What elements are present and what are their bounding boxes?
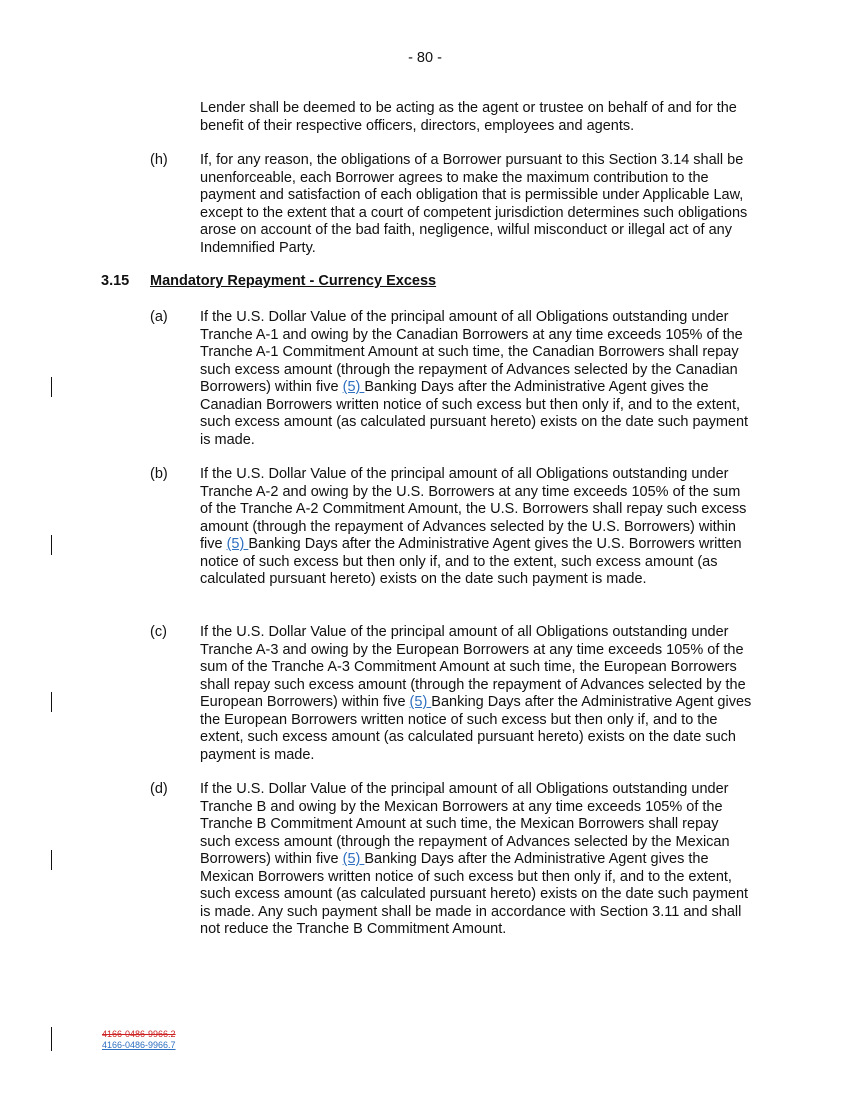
paragraph-b	[150, 466, 752, 589]
paragraph-a-text	[200, 309, 760, 449]
change-bar-d	[51, 850, 52, 870]
page-number: - 80 -	[408, 50, 442, 66]
paragraph-a	[150, 309, 760, 449]
intro-paragraph	[200, 100, 755, 135]
paragraph-c-text-after: Banking Days after the Administrative Agent gives the European Borrowers written notice of such excess but then only if, and to the extent, such excess amount (as calculated pursuant hereto) exists on the date such payment is made.	[200, 694, 752, 763]
paragraph-a-text-after: Banking Days after the Administrative Agent gives the Canadian Borrowers written notice of such excess but then only if, and to the extent, such excess amount (as calculated pursuant hereto) exists on the date such payment is made.	[200, 379, 749, 448]
paragraph-d-text	[200, 781, 752, 939]
change-bar-c	[51, 692, 52, 712]
paragraph-h-label: (h)	[150, 152, 168, 168]
paragraph-b-text-before: If the U.S. Dollar Value of the principal amount of all Obligations outstanding under Tranche A-2 and owing by the U.S. Borrowers at any time exceeds 105% of the sum of the Tranche A-2 Commitment Amount, the U.S. Borrowers shall repay such excess amount (through the repayment of Advances selected by the U.S. Borrowers) within five	[200, 466, 747, 552]
paragraph-d-label: (d)	[150, 781, 168, 797]
paragraph-c-label: (c)	[150, 624, 167, 640]
document-id-footer	[102, 1029, 176, 1051]
paragraph-b-text	[200, 466, 752, 589]
paragraph-h-text: If, for any reason, the obligations of a Borrower pursuant to this Section 3.14 shall be unenforceable, each Borrower agrees to make the maximum contribution to the payment and satisfaction of each obligation that is permissible under Applicable Law, except to the extent that a court of competent jurisdiction determines such obligations arose on account of the bad faith, negligence, wilful misconduct or illegal act of any Indemnified Party.	[200, 152, 748, 256]
section-number: 3.15	[101, 273, 130, 289]
paragraph-c	[150, 624, 752, 764]
change-bar-footer	[51, 1027, 52, 1051]
paragraph-a-label: (a)	[150, 309, 168, 325]
paragraph-c-text-before: If the U.S. Dollar Value of the principal amount of all Obligations outstanding under Tranche A-3 and owing by the European Borrowers at any time exceeds 105% of the sum of the Tranche A-3 Commitment Amount at such time, the European Borrowers shall repay such excess amount (through the repayment of Advances selected by the European Borrowers) within five	[200, 624, 746, 710]
section-heading	[101, 273, 436, 289]
section-title: Mandatory Repayment - Currency Excess	[150, 273, 437, 289]
paragraph-b-text-after: Banking Days after the Administrative Agent gives the U.S. Borrowers written notice of such excess but then only if, and to the extent, such excess amount (as calculated pursuant hereto) exists on the date such payment is made.	[200, 536, 742, 587]
paragraph-d-text-before: If the U.S. Dollar Value of the principal amount of all Obligations outstanding under Tranche B and owing by the Mexican Borrowers at any time exceeds 105% of the Tranche B Commitment Amount at such time, the Mexican Borrowers shall repay such excess amount (through the repayment of Advances selected by the Mexican Borrowers) within five	[200, 781, 730, 867]
change-bar-b	[51, 535, 52, 555]
paragraph-c-inserted: (5)	[409, 694, 432, 710]
paragraph-d	[150, 781, 752, 939]
paragraph-c-text	[200, 624, 752, 764]
paragraph-d-inserted: (5)	[342, 851, 365, 867]
paragraph-a-text-before: If the U.S. Dollar Value of the principal amount of all Obligations outstanding under Tranche A-1 and owing by the Canadian Borrowers at any time exceeds 105% of the Tranche A-1 Commitment Amount at such time, the Canadian Borrowers shall repay such excess amount (through the repayment of Advances selected by the Canadian Borrowers) within five	[200, 309, 743, 395]
change-bar-a	[51, 377, 52, 397]
paragraph-b-label: (b)	[150, 466, 168, 482]
document-id-inserted: 4166-0486-9966.7	[102, 1040, 176, 1050]
intro-paragraph-text: Lender shall be deemed to be acting as the agent or trustee on behalf of and for the benefit of their respective officers, directors, employees and agents.	[200, 100, 737, 134]
paragraph-a-inserted: (5)	[342, 379, 365, 395]
paragraph-h	[150, 152, 755, 257]
paragraph-b-inserted: (5)	[226, 536, 249, 552]
paragraph-d-text-after: Banking Days after the Administrative Agent gives the Mexican Borrowers written notice of such excess but then only if, and to the extent, such excess amount (as calculated pursuant hereto) exists on the date such payment is made. Any such payment shall be made in accordance with Section 3.11 and shall not reduce the Tranche B Commitment Amount.	[200, 851, 749, 937]
document-id-deleted: 4166-0486-9966.2	[102, 1029, 176, 1039]
